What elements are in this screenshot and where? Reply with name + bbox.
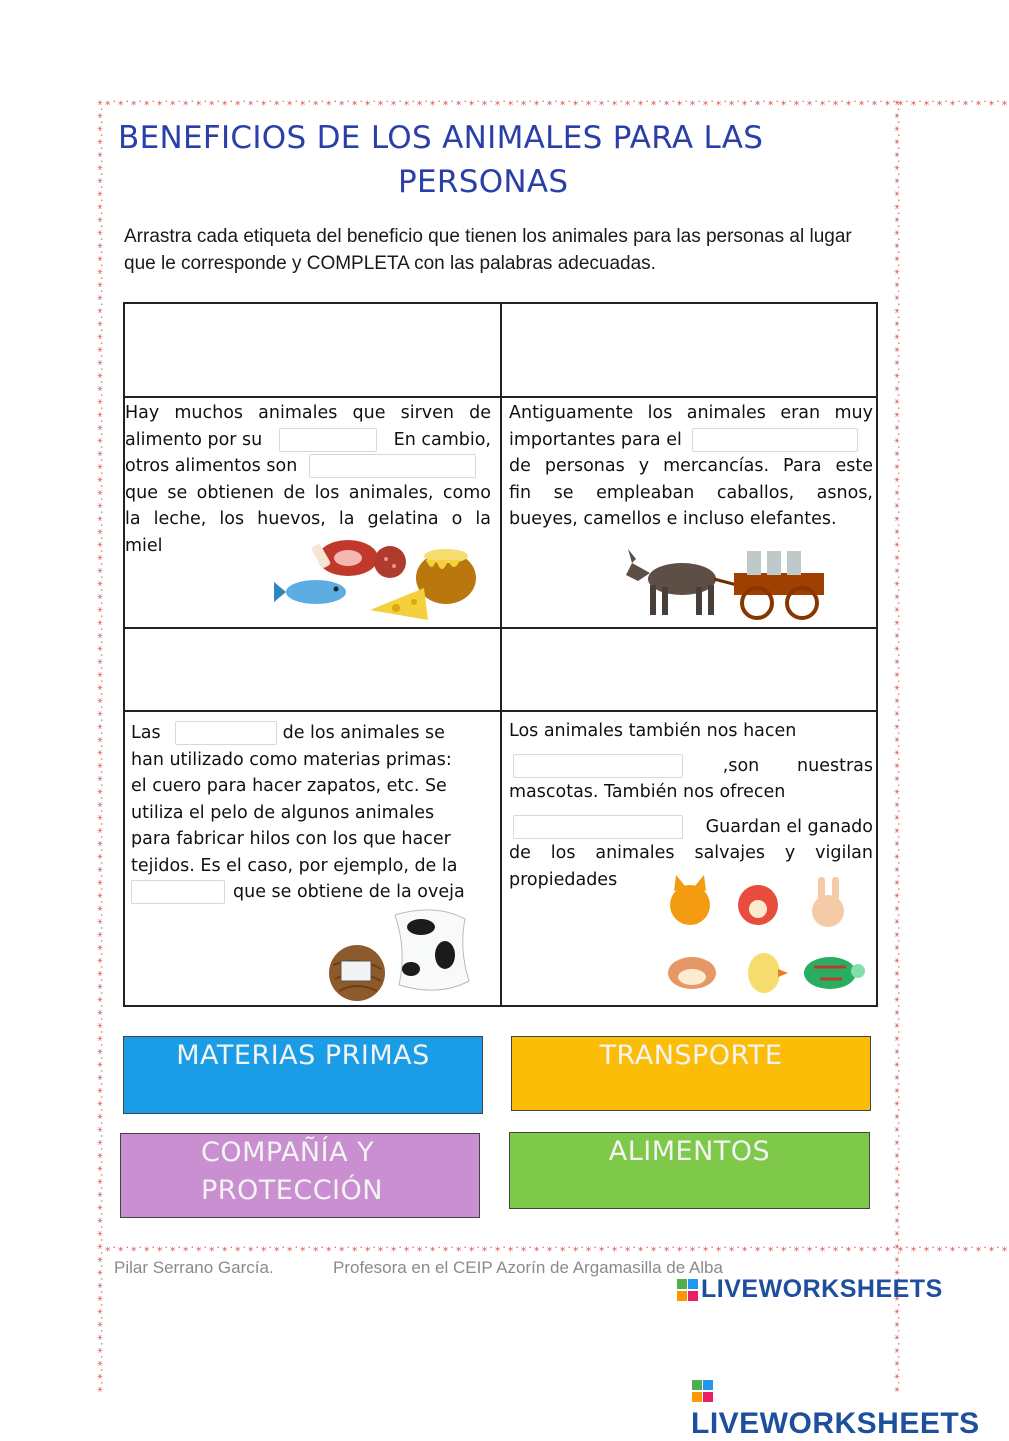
- materials-line-1a: Las: [131, 723, 161, 743]
- materials-line-6: tejidos. Es el caso, por ejemplo, de la: [131, 855, 458, 876]
- transport-line-2a: importantes para el: [509, 429, 682, 450]
- pets-illustration: [660, 875, 870, 1000]
- materials-line-7b: que se obtiene de la oveja: [233, 882, 465, 902]
- cart-icon: [734, 551, 824, 618]
- drop-zone-transport[interactable]: [502, 305, 875, 393]
- materials-blank-2[interactable]: [131, 880, 225, 904]
- company-line-6: propiedades: [509, 869, 618, 890]
- cell-transport-text: [509, 400, 873, 533]
- title-line-1: BENEFICIOS DE LOS ANIMALES PARA LAS: [118, 120, 764, 156]
- materials-line-1b: de los animales se: [282, 723, 445, 743]
- brand-watermark-1: [676, 1275, 943, 1304]
- footer-author: Pilar Serrano García.: [114, 1258, 274, 1277]
- title-line-2: PERSONAS: [398, 164, 569, 200]
- materials-line-4: utiliza el pelo de algunos animales: [131, 802, 435, 823]
- hamster-icon: [668, 957, 716, 989]
- label-materias-primas[interactable]: [123, 1036, 483, 1114]
- food-blank-2[interactable]: [309, 454, 476, 478]
- cell-materials-text: [131, 720, 491, 906]
- food-line-3a: otros alimentos son: [125, 456, 298, 476]
- label-alimentos-text: ALIMENTOS: [608, 1136, 771, 1167]
- transport-line-4: fin se empleaban caballos, asnos,: [509, 482, 873, 503]
- food-line-2a: alimento por su: [125, 429, 263, 450]
- company-line-4b: Guardan el ganado: [705, 816, 873, 837]
- food-line-6: miel: [125, 535, 163, 556]
- yarn-ball-icon: [329, 945, 385, 1001]
- company-line-2c: nuestras: [797, 755, 873, 776]
- honey-pot-icon: [416, 549, 476, 604]
- cell-company-text: [509, 718, 873, 893]
- fox-icon: [738, 885, 778, 925]
- footer-school: Profesora en el CEIP Azorín de Argamasilla de Alba: [333, 1258, 723, 1277]
- company-blank-1[interactable]: [513, 754, 683, 778]
- turtle-icon: [804, 957, 865, 989]
- company-line-5: de los animales salvajes y vigilan: [509, 843, 873, 863]
- rabbit-icon: [812, 877, 844, 927]
- drop-zone-food[interactable]: [126, 305, 498, 393]
- transport-line-3: de personas y mercancías. Para este: [509, 456, 873, 476]
- label-materias-text: MATERIAS PRIMAS: [176, 1040, 430, 1071]
- label-compania-proteccion[interactable]: [120, 1133, 480, 1218]
- donkey-icon: [626, 549, 716, 615]
- food-line-1: Hay muchos animales que sirven de: [125, 403, 491, 423]
- food-line-5: la leche, los huevos, la gelatina o la: [125, 509, 491, 529]
- decorative-border-left: ⁎·⁎·⁎·⁎·⁎·⁎·⁎·⁎·⁎·⁎·⁎·⁎·⁎·⁎·⁎·⁎·⁎·⁎·⁎·⁎·⁎·⁎·⁎·⁎·⁎·⁎·⁎·⁎·⁎·⁎·⁎·⁎·⁎·⁎·⁎·⁎·⁎·⁎·⁎·⁎·⁎·⁎·⁎·⁎·⁎·⁎·⁎·⁎·⁎·⁎·⁎·⁎·⁎·⁎·⁎·⁎·⁎·⁎·⁎·⁎·⁎·⁎·⁎·⁎·⁎·⁎·⁎·⁎·⁎·⁎·⁎·⁎·⁎·⁎·⁎·⁎·⁎·⁎·⁎·⁎·⁎·⁎·⁎·⁎·⁎·⁎·⁎·⁎·⁎·⁎·⁎·⁎·⁎·⁎·⁎·⁎·⁎·⁎·⁎·⁎: [95, 100, 108, 1395]
- brand-watermark-2: [691, 1373, 1000, 1441]
- donkey-cart-illustration: [622, 545, 852, 625]
- cat-icon: [670, 875, 710, 925]
- label-transporte-text: TRANSPORTE: [599, 1040, 783, 1071]
- company-line-3: mascotas. También nos ofrecen: [509, 782, 786, 802]
- food-blank-1[interactable]: [279, 428, 377, 452]
- cowhide-icon: [395, 910, 469, 990]
- brand-text-2: LIVEWORKSHEETS: [691, 1407, 980, 1440]
- salami-icon: [374, 546, 406, 578]
- materials-line-3: el cuero para hacer zapatos, etc. Se: [131, 776, 447, 796]
- company-line-2b: ,son: [722, 755, 760, 776]
- food-line-2b: En cambio,: [393, 429, 491, 450]
- liveworksheets-logo-icon: [676, 1278, 698, 1302]
- brand-text-1: LIVEWORKSHEETS: [701, 1275, 943, 1303]
- food-illustration: [278, 530, 488, 625]
- wool-illustration: [325, 905, 475, 1005]
- label-alimentos[interactable]: [509, 1132, 870, 1209]
- worksheet-title: [118, 116, 893, 204]
- liveworksheets-logo-icon-2: [691, 1379, 713, 1403]
- ham-icon: [311, 540, 378, 576]
- company-line-1: Los animales también nos hacen: [509, 721, 797, 741]
- label-compania-text: COMPAÑÍA Y PROTECCIÓN: [201, 1137, 383, 1206]
- materials-line-5: para fabricar hilos con los que hacer: [131, 829, 451, 849]
- instructions: Arrastra cada etiqueta del beneficio que tienen los animales para las personas al lugar que le corresponde y COMPLETA con las palabras adecuadas.: [124, 226, 852, 274]
- label-transporte[interactable]: [511, 1036, 871, 1111]
- materials-blank-1[interactable]: [175, 721, 277, 745]
- drop-zone-materials[interactable]: [126, 628, 498, 708]
- decorative-border-right: ⁎·⁎·⁎·⁎·⁎·⁎·⁎·⁎·⁎·⁎·⁎·⁎·⁎·⁎·⁎·⁎·⁎·⁎·⁎·⁎·⁎·⁎·⁎·⁎·⁎·⁎·⁎·⁎·⁎·⁎·⁎·⁎·⁎·⁎·⁎·⁎·⁎·⁎·⁎·⁎·⁎·⁎·⁎·⁎·⁎·⁎·⁎·⁎·⁎·⁎·⁎·⁎·⁎·⁎·⁎·⁎·⁎·⁎·⁎·⁎·⁎·⁎·⁎·⁎·⁎·⁎·⁎·⁎·⁎·⁎·⁎·⁎·⁎·⁎·⁎·⁎·⁎·⁎·⁎·⁎·⁎·⁎·⁎·⁎·⁎·⁎·⁎·⁎·⁎·⁎·⁎·⁎·⁎·⁎·⁎·⁎·⁎·⁎·⁎·⁎: [892, 100, 905, 1395]
- bird-icon: [748, 953, 788, 993]
- transport-line-5: bueyes, camellos e incluso elefantes.: [509, 509, 837, 529]
- company-blank-2[interactable]: [513, 815, 683, 839]
- cheese-icon: [370, 588, 428, 620]
- fish-icon: [274, 580, 346, 604]
- materials-line-2: han utilizado como materias primas:: [131, 749, 452, 770]
- drop-zone-company[interactable]: [502, 628, 875, 708]
- decorative-border-top: ⁎·⁎·⁎·⁎·⁎·⁎·⁎·⁎·⁎·⁎·⁎·⁎·⁎·⁎·⁎·⁎·⁎·⁎·⁎·⁎·⁎·⁎·⁎·⁎·⁎·⁎·⁎·⁎·⁎·⁎·⁎·⁎·⁎·⁎·⁎·⁎·⁎·⁎·⁎·⁎·⁎·⁎·⁎·⁎·⁎·⁎·⁎·⁎·⁎·⁎·⁎·⁎·⁎·⁎·⁎·⁎·⁎·⁎·⁎·⁎·⁎·⁎·⁎·⁎·⁎·⁎·⁎·⁎·⁎·⁎: [105, 95, 1009, 108]
- transport-line-1: Antiguamente los animales eran muy: [509, 403, 873, 423]
- transport-blank-1[interactable]: [692, 428, 858, 452]
- decorative-border-bottom: ⁎·⁎·⁎·⁎·⁎·⁎·⁎·⁎·⁎·⁎·⁎·⁎·⁎·⁎·⁎·⁎·⁎·⁎·⁎·⁎·⁎·⁎·⁎·⁎·⁎·⁎·⁎·⁎·⁎·⁎·⁎·⁎·⁎·⁎·⁎·⁎·⁎·⁎·⁎·⁎·⁎·⁎·⁎·⁎·⁎·⁎·⁎·⁎·⁎·⁎·⁎·⁎·⁎·⁎·⁎·⁎·⁎·⁎·⁎·⁎·⁎·⁎·⁎·⁎·⁎·⁎·⁎·⁎·⁎·⁎: [105, 1241, 1009, 1254]
- food-line-4: que se obtienen de los animales, como: [125, 482, 491, 503]
